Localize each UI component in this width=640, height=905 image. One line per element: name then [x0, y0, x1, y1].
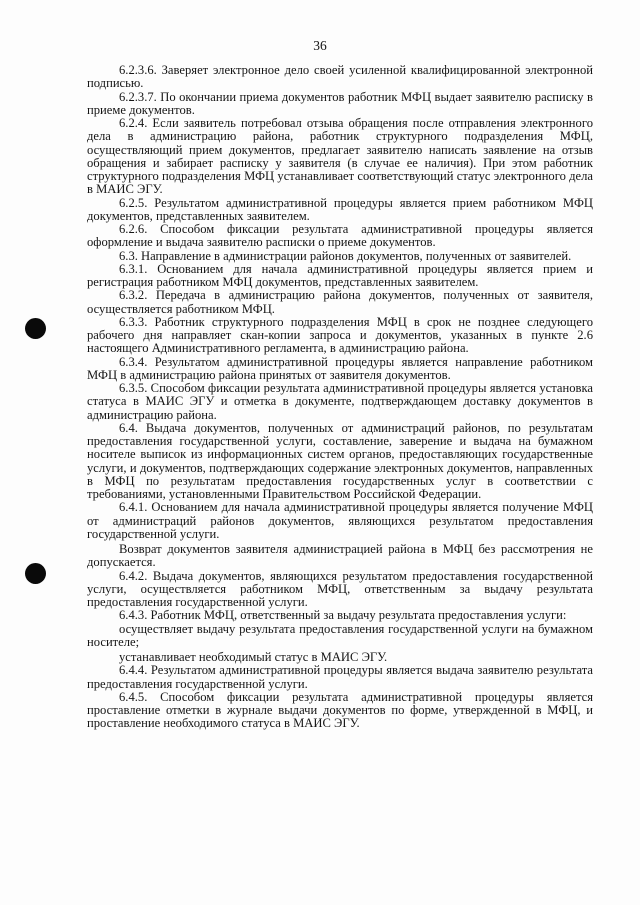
paragraph-6-4-2: 6.4.2. Выдача документов, являющихся результатом предоставления государственной услуги, осуществляется работником МФЦ, ответственным за выдачу результата предоставления государственной услуги.: [87, 568, 593, 609]
paragraph-6-3-5: 6.3.5. Способом фиксации результата административной процедуры является установка статуса в МАИС ЭГУ и отметка в документе, подтверждающем доставку документов в администрацию района.: [87, 381, 593, 422]
paragraph-6-3-2: 6.3.2. Передача в администрацию района документов, полученных от заявителя, осуществляется работником МФЦ.: [87, 288, 593, 316]
paragraph-issue-paper: осуществляет выдачу результата предоставления государственной услуги на бумажном носителе;: [87, 621, 593, 649]
paragraph-set-status: устанавливает необходимый статус в МАИС ЭГУ.: [119, 650, 388, 664]
paragraph-6-2-3-7: 6.2.3.7. По окончании приема документов работник МФЦ выдает заявителю расписку в приеме документов.: [87, 89, 593, 117]
paragraph-6-4-5: 6.4.5. Способом фиксации результата административной процедуры является проставление отметки в журнале выдачи документов по форме, утвержденной в МФЦ, и проставление необходимого статуса в МАИС ЭГУ.: [87, 689, 593, 731]
paragraph-6-2-4: 6.2.4. Если заявитель потребовал отзыва обращения после отправления электронного дела в администрацию района, работник структурного подразделения МФЦ, осуществляющий прием документов, предлагает заявителю написать заявление на отзыв обращения и забирает расписку у заявителя (в случае ее наличия). При этом работник структурного подразделения МФЦ устанавливает соответствующий статус электронного дела в МАИС ЭГУ.: [87, 116, 593, 197]
paragraph-6-4: 6.4. Выдача документов, полученных от администраций районов, по результатам предоставления государственной услуги, составление, заверение и выдача на бумажном носителе выписок из информационных систем органов, предоставляющих государственные услуги, и документов, подтверждающих содержание электронных документов, направленных в МФЦ по результатам предоставления государственных услуг в соответствии с требованиями, установленными Правительством Российской Федерации.: [87, 420, 593, 501]
paragraph-6-2-6: 6.2.6. Способом фиксации результата административной процедуры является оформление и выдача заявителю расписки о приеме документов.: [87, 222, 593, 250]
paragraph-6-4-1: 6.4.1. Основанием для начала административной процедуры является получение МФЦ от администраций районов документов, являющихся результатом предоставления государственной услуги.: [87, 500, 593, 541]
paragraph-6-2-5: 6.2.5. Результатом административной процедуры является прием работником МФЦ документов, представленных заявителем.: [87, 195, 593, 223]
punch-hole-top: [25, 318, 46, 339]
paragraph-6-3-4: 6.3.4. Результатом административной процедуры является направление работником МФЦ в администрацию района принятых от заявителя документов.: [87, 354, 593, 382]
punch-hole-bottom: [25, 563, 46, 584]
paragraph-6-2-3-6: 6.2.3.6. Заверяет электронное дело своей усиленной квалифицированной электронной подписью.: [87, 63, 593, 91]
paragraph-6-4-3: 6.4.3. Работник МФЦ, ответственный за выдачу результата предоставления услуги:: [119, 608, 567, 623]
paragraph-6-3: 6.3. Направление в администрации районов документов, полученных от заявителей.: [119, 248, 572, 263]
page-number: 36: [313, 38, 327, 53]
paragraph-6-4-4: 6.4.4. Результатом административной процедуры является выдача заявителю результата предоставления государственной услуги.: [87, 663, 593, 691]
paragraph-6-3-1: 6.3.1. Основанием для начала административной процедуры является прием и регистрация работником МФЦ документов, представленных заявителем.: [87, 261, 593, 289]
paragraph-return-rule: Возврат документов заявителя администрацией района в МФЦ без рассмотрения не допускается.: [87, 542, 593, 570]
document-body: [87, 64, 593, 731]
paragraph-6-3-3: 6.3.3. Работник структурного подразделения МФЦ в срок не позднее следующего рабочего дня направляет скан-копии запроса и документов, указанных в пункте 2.6 настоящего Административного регламента, в администрацию района.: [87, 314, 593, 356]
